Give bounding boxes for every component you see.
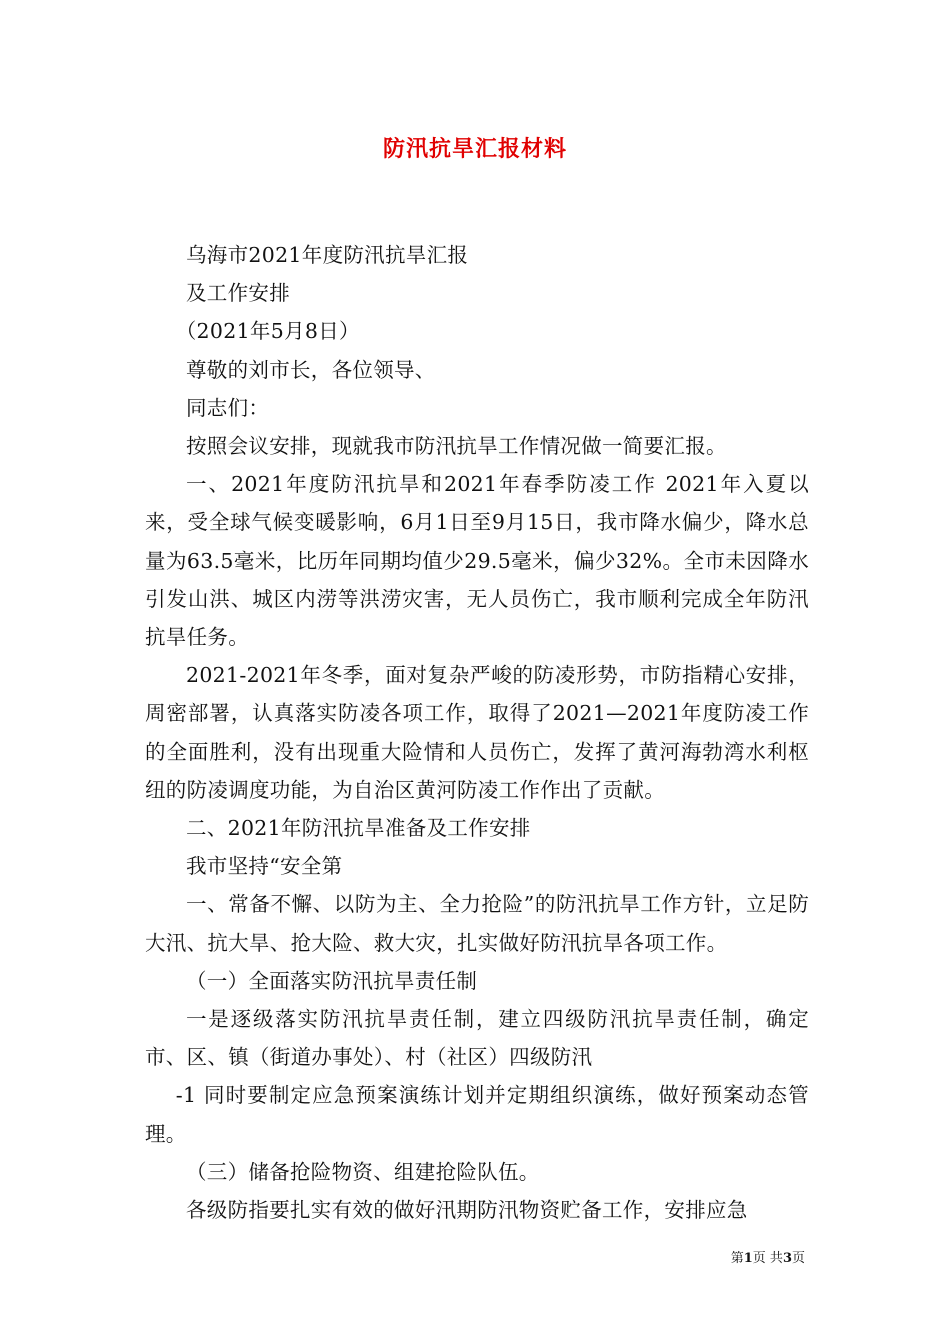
document-body [145, 236, 809, 1229]
subsection-heading: （三）储备抢险物资、组建抢险队伍。 [186, 1159, 540, 1184]
paragraph: 各级防指要扎实有效的做好汛期防汛物资贮备工作，安排应急 [186, 1198, 748, 1223]
paragraph: -1 同时要制定应急预案演练计划并定期组织演练，做好预案动态管理。 [145, 1083, 809, 1146]
footer-prefix: 第 [730, 1251, 744, 1266]
paragraph: 一是逐级落实防汛抗旱责任制，建立四级防汛抗旱责任制，确定市、区、镇（街道办事处）、村（社区）四级防汛 [145, 1007, 809, 1070]
page-number-footer [731, 1247, 805, 1266]
footer-total-pages: 3 [782, 1251, 792, 1266]
paragraph-salutation: 尊敬的刘市长，各位领导、 [186, 357, 436, 382]
paragraph: 2021-2021年冬季，面对复杂严峻的防凌形势，市防指精心安排，周密部署，认真落实防凌各项工作，取得了2021—2021年度防凌工作的全面胜利，没有出现重大险情和人员伤亡，发挥了黄河海勃湾水利枢纽的防凌调度功能，为自治区黄河防凌工作作出了贡献。 [145, 663, 809, 802]
footer-mid: 页 共 [752, 1251, 783, 1266]
footer-current-page: 1 [743, 1251, 753, 1266]
paragraph: 一、2021年度防汛抗旱和2021年春季防凌工作 2021年入夏以来，受全球气候变暖影响，6月1日至9月15日，我市降水偏少，降水总量为63.5毫米，比历年同期均值少29.5毫米，偏少32%。全市未因降水引发山洪、城区内涝等洪涝灾害，无人员伤亡，我市顺利完成全年防汛抗旱任务。 [145, 472, 809, 650]
paragraph: 按照会议安排，现就我市防汛抗旱工作情况做一简要汇报。 [186, 434, 727, 459]
paragraph: 我市坚持“安全第 [186, 854, 343, 879]
paragraph-report-title: 乌海市2021年度防汛抗旱汇报 [186, 243, 469, 267]
page-title: 防汛抗旱汇报材料 [382, 136, 567, 162]
section-heading: 二、2021年防汛抗旱准备及工作安排 [186, 816, 531, 841]
subsection-heading: （一）全面落实防汛抗旱责任制 [186, 968, 478, 993]
paragraph-salutation-cont: 同志们： [186, 395, 270, 420]
paragraph: 一、常备不懈、以防为主、全力抢险”的防汛抗旱工作方针，立足防大汛、抗大旱、抢大险、救大灾，扎实做好防汛抗旱各项工作。 [145, 892, 809, 955]
paragraph-date: （2021年5月8日） [175, 319, 360, 344]
footer-suffix: 页 [791, 1251, 805, 1266]
paragraph-report-subtitle: 及工作安排 [186, 281, 290, 306]
